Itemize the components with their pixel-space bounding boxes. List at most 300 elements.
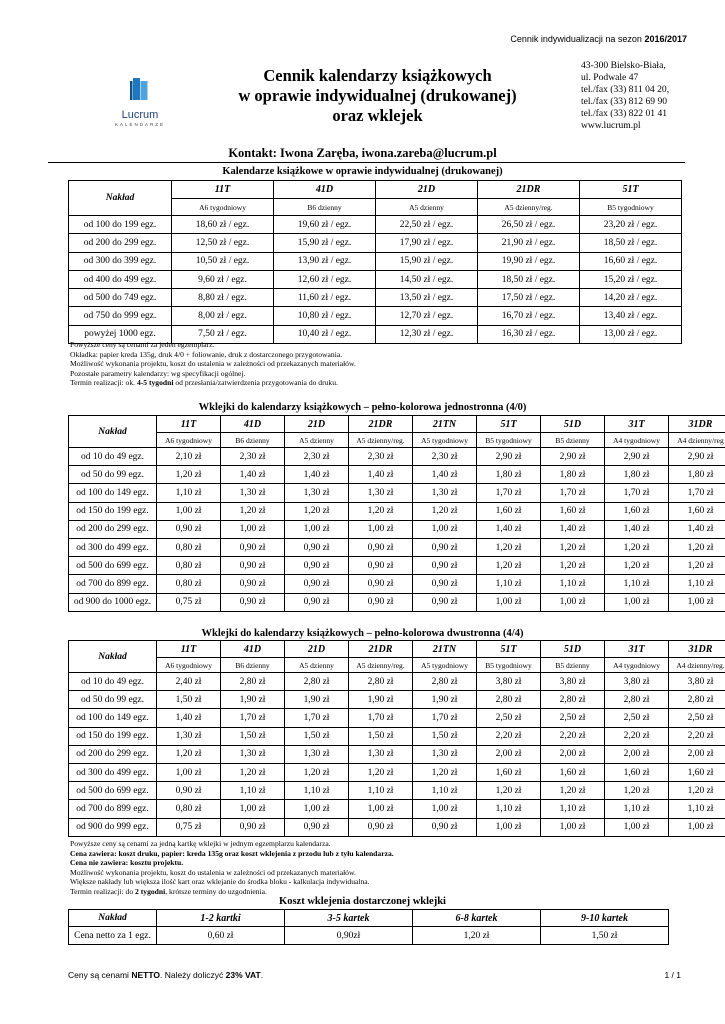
price-cell: 12,60 zł / egz. (274, 270, 376, 288)
price-cell: 1,60 zł (605, 502, 669, 520)
price-cell: 0,90 zł (285, 538, 349, 556)
format-subheader: B5 tygodniowy (580, 199, 682, 216)
price-cell: 2,30 zł (413, 448, 477, 466)
price-table-inserts-double (68, 640, 725, 837)
quantity-range-cell: od 100 do 199 egz. (69, 216, 172, 234)
table3-title: Wklejki do kalendarzy książkowych – pełno-kolorowa dwustronna (4/4) (201, 628, 524, 639)
table-row (69, 216, 682, 234)
footer-vat: 23% VAT (225, 970, 261, 980)
quantity-range-cell: od 50 do 99 egz. (69, 691, 157, 709)
format-subheader: A4 dzienny/reg (669, 433, 725, 448)
price-cell: 1,20 zł (413, 502, 477, 520)
price-cell: 10,50 zł / egz. (172, 252, 274, 270)
table-row (69, 502, 725, 520)
quantity-range-cell: od 500 do 699 egz. (69, 557, 157, 575)
company-address (581, 60, 669, 132)
quantity-range-cell: od 150 do 199 egz. (69, 502, 157, 520)
format-subheader: A5 dzienny/reg. (478, 199, 580, 216)
price-cell: 12,70 zł / egz. (376, 307, 478, 325)
price-cell: 0,90 zł (221, 593, 285, 611)
price-cell: 1,00 zł (221, 520, 285, 538)
price-cell: 1,20 zł (477, 557, 541, 575)
price-cell: 1,90 zł (349, 691, 413, 709)
price-cell: 0,90 zł (285, 818, 349, 836)
price-cell: 2,80 zł (477, 691, 541, 709)
quantity-range-cell: od 500 do 699 egz. (69, 782, 157, 800)
quantity-range-cell: od 500 do 749 egz. (69, 289, 172, 307)
price-cell: 1,20 zł (605, 782, 669, 800)
price-cell: 26,50 zł / egz. (478, 216, 580, 234)
price-cell: 1,20 zł (285, 763, 349, 781)
price-cell: 0,90 zł (285, 593, 349, 611)
quantity-range-cell: od 300 do 499 egz. (69, 538, 157, 556)
table-row (69, 466, 725, 484)
price-cell: 9,60 zł / egz. (172, 270, 274, 288)
table-row (69, 782, 725, 800)
quantity-range-cell: od 50 do 99 egz. (69, 466, 157, 484)
calendar-code-header: 31DR (669, 641, 725, 658)
price-cell: 1,40 zł (669, 520, 725, 538)
table-row (69, 709, 725, 727)
price-cell: 0,75 zł (157, 593, 221, 611)
price-cell: 1,60 zł (477, 502, 541, 520)
price-cell: 1,20 zł (157, 745, 221, 763)
page-title (205, 66, 550, 126)
note-line: Możliwość wykonania projektu, koszt do ustalenia w zależności od przekazanych materiałów. (70, 359, 356, 369)
price-cell: 2,90 zł (605, 448, 669, 466)
note-bold: 2 tygodni (135, 886, 166, 896)
price-cell: 2,20 zł (669, 727, 725, 745)
price-cell: 3,80 zł (477, 673, 541, 691)
table-row (69, 538, 725, 556)
price-cell: 0,90 zł (349, 538, 413, 556)
calendar-code-header: 51T (477, 641, 541, 658)
price-cell: 3,80 zł (605, 673, 669, 691)
address-line: 43-300 Bielsko-Biała, (581, 60, 666, 71)
price-cell: 1,10 zł (349, 782, 413, 800)
price-cell: 1,00 zł (157, 763, 221, 781)
price-cell: 1,20 zł (349, 763, 413, 781)
price-cell: 1,40 zł (221, 466, 285, 484)
calendar-code-header: 31T (605, 416, 669, 433)
calendar-code-header: 31T (605, 641, 669, 658)
season-note (510, 34, 687, 44)
price-cell: 1,80 zł (477, 466, 541, 484)
table4-title: Koszt wklejenia dostarczonej wklejki (279, 896, 446, 907)
price-cell: 2,50 zł (477, 709, 541, 727)
price-cell: 2,20 zł (541, 727, 605, 745)
price-cell: 1,20 zł (541, 782, 605, 800)
format-subheader: A5 dzienny (376, 199, 478, 216)
price-cell: 13,40 zł / egz. (580, 307, 682, 325)
calendar-code-header: 11T (157, 641, 221, 658)
format-subheader: B5 tygodniowy (477, 433, 541, 448)
price-cell: 2,10 zł (157, 448, 221, 466)
price-cell: 0,90 zł (285, 557, 349, 575)
note-text: Termin realizacji: ok. (70, 378, 137, 388)
price-cell: 2,80 zł (541, 691, 605, 709)
logo-text: Lucrum (121, 109, 159, 121)
website-link[interactable]: www.lucrum.pl (581, 120, 641, 131)
note-bold: 4-5 tygodni (136, 378, 174, 388)
table-row (69, 234, 682, 252)
price-cell: 2,80 zł (413, 673, 477, 691)
quantity-range-cell: od 10 do 49 egz. (69, 673, 157, 691)
note-line (70, 378, 356, 388)
calendar-code-header: 31DR (669, 416, 725, 433)
price-table-books (68, 180, 682, 344)
price-cell: 14,50 zł / egz. (376, 270, 478, 288)
price-cell: 19,60 zł / egz. (274, 216, 376, 234)
price-cell: 1,00 zł (349, 520, 413, 538)
quantity-range-cell: od 100 do 149 egz. (69, 484, 157, 502)
footer-text: . Należy doliczyć (159, 970, 226, 980)
price-cell: 8,00 zł / egz. (172, 307, 274, 325)
price-cell: 1,20 zł (477, 538, 541, 556)
format-subheader: B6 dzienny (221, 433, 285, 448)
price-cell: 3,80 zł (541, 673, 605, 691)
price-cell: 1,70 zł (221, 709, 285, 727)
price-cell: 18,50 zł / egz. (478, 270, 580, 288)
price-cell: 0,60 zł (157, 927, 285, 945)
logo-sub: KALENDARZE (114, 122, 165, 127)
price-cell: 13,90 zł / egz. (274, 252, 376, 270)
price-cell: 1,30 zł (349, 484, 413, 502)
table-row (69, 745, 725, 763)
table1-title: Kalendarze książkowe w oprawie indywidualnej (drukowanej) (222, 166, 503, 177)
price-cell: 1,10 zł (413, 782, 477, 800)
price-cell: 1,90 zł (413, 691, 477, 709)
page-number: 1 / 1 (664, 970, 681, 980)
price-cell: 1,00 zł (669, 593, 725, 611)
price-cell: 1,80 zł (605, 466, 669, 484)
quantity-range-cell: od 100 do 149 egz. (69, 709, 157, 727)
footer-text: Ceny są cenami (68, 970, 132, 980)
price-cell: 1,00 zł (285, 800, 349, 818)
note-line: Okładka: papier kreda 135g, druk 4/0 + foliowanie, druk z dostarczonego przygotowania. (70, 349, 343, 359)
calendar-code-header: 51D (541, 416, 605, 433)
price-cell: 1,20 zł (541, 557, 605, 575)
note-line: Większe nakłady lub większa ilość kart oraz wklejanie do środka bloku - kalkulacja indywidualna. (70, 877, 370, 887)
price-cell: 11,60 zł / egz. (274, 289, 376, 307)
price-cell: 0,90 zł (157, 782, 221, 800)
table-row (69, 307, 682, 325)
price-cell: 0,90 zł (413, 593, 477, 611)
calendar-code-header: 41D (274, 181, 376, 199)
address-line: ul. Podwale 47 (581, 72, 639, 83)
format-subheader: A6 tygodniowy (157, 658, 221, 673)
quantity-range-cell: od 750 do 999 egz. (69, 307, 172, 325)
table-row (69, 520, 725, 538)
price-cell: 16,60 zł / egz. (580, 252, 682, 270)
price-cell: 0,80 zł (157, 538, 221, 556)
price-cell: 1,70 zł (349, 709, 413, 727)
price-cell: 1,30 zł (349, 745, 413, 763)
price-cell: 21,90 zł / egz. (478, 234, 580, 252)
format-subheader: A5 dzienny (285, 433, 349, 448)
quantity-range-cell: od 700 do 899 egz. (69, 800, 157, 818)
price-cell: 1,00 zł (349, 800, 413, 818)
quantity-range-cell: od 10 do 49 egz. (69, 448, 157, 466)
price-cell: 1,70 zł (669, 484, 725, 502)
note-text: , krótsze terminy do uzgodnienia. (165, 886, 267, 896)
price-cell: 1,10 zł (541, 575, 605, 593)
header-row (69, 416, 725, 433)
price-cell: 2,90 zł (669, 448, 725, 466)
price-cell: 15,90 zł / egz. (274, 234, 376, 252)
price-cell: 1,20 zł (413, 927, 541, 945)
quantity-range-cell: powyżej 1000 egz. (69, 325, 172, 343)
format-subheader: A4 tygodniowy (605, 433, 669, 448)
price-cell: 0,90 zł (413, 818, 477, 836)
price-cell: 2,20 zł (605, 727, 669, 745)
price-cell: 1,50 zł (349, 727, 413, 745)
calendar-code-header: 41D (221, 641, 285, 658)
price-cell: 10,80 zł / egz. (274, 307, 376, 325)
format-subheader: A5 dzienny/reg. (349, 433, 413, 448)
price-cell: 2,30 zł (285, 448, 349, 466)
table-row (69, 448, 725, 466)
header-row (69, 641, 725, 658)
quantity-range-cell: od 300 do 399 egz. (69, 252, 172, 270)
note-bold: Cena nie zawiera: kosztu projektu. (70, 858, 184, 868)
price-cell: 1,20 zł (157, 466, 221, 484)
table-row (69, 593, 725, 611)
price-cell: 1,00 zł (221, 800, 285, 818)
format-subheader: B6 dzienny (221, 658, 285, 673)
price-cell: 1,90 zł (221, 691, 285, 709)
price-cell: 1,60 zł (669, 502, 725, 520)
price-cell: 16,30 zł / egz. (478, 325, 580, 343)
table-row (69, 289, 682, 307)
price-cell: 1,00 zł (541, 818, 605, 836)
price-cell: 1,20 zł (221, 763, 285, 781)
format-subheader: B6 dzienny (274, 199, 376, 216)
price-cell: 3,80 zł (669, 673, 725, 691)
price-cell: 0,80 zł (157, 557, 221, 575)
price-cell: 1,70 zł (541, 484, 605, 502)
header-divider (48, 162, 685, 163)
price-cell: 1,40 zł (157, 709, 221, 727)
table-row (69, 575, 725, 593)
table-row (69, 484, 725, 502)
price-cell: 1,50 zł (413, 727, 477, 745)
price-cell: 1,60 zł (605, 763, 669, 781)
price-cell: 22,50 zł / egz. (376, 216, 478, 234)
price-cell: 2,00 zł (541, 745, 605, 763)
calendar-code-header: 51T (580, 181, 682, 199)
format-subheader: A5 tygodniowy (413, 658, 477, 673)
naklad-header: Nakład (69, 910, 157, 927)
table-row (69, 557, 725, 575)
calendar-code-header: 21D (285, 641, 349, 658)
price-cell: 0,90 zł (349, 557, 413, 575)
address-line: tel./fax (33) 811 04 20, (581, 84, 670, 95)
price-cell: 1,10 zł (477, 800, 541, 818)
price-cell: 1,00 zł (413, 800, 477, 818)
price-cell: 2,80 zł (221, 673, 285, 691)
price-cell: 0,90 zł (349, 575, 413, 593)
price-cell: 2,00 zł (669, 745, 725, 763)
quantity-range-cell: od 200 do 299 egz. (69, 520, 157, 538)
calendar-code-header: 21TN (413, 641, 477, 658)
price-cell: 1,80 zł (541, 466, 605, 484)
price-cell: 2,40 zł (157, 673, 221, 691)
price-table-inserts-single (68, 415, 725, 612)
table-row (69, 818, 725, 836)
price-cell: 1,90 zł (285, 691, 349, 709)
price-cell: 1,70 zł (477, 484, 541, 502)
price-cell: 1,20 zł (349, 502, 413, 520)
price-cell: 1,20 zł (669, 782, 725, 800)
price-cell: 2,30 zł (349, 448, 413, 466)
price-cell: 1,00 zł (477, 593, 541, 611)
price-cell: 0,90 zł (221, 557, 285, 575)
price-cell: 2,80 zł (669, 691, 725, 709)
calendar-code-header: 21D (285, 416, 349, 433)
season-year: 2016/2017 (644, 34, 687, 44)
calendar-code-header: 41D (221, 416, 285, 433)
price-cell: 1,30 zł (221, 484, 285, 502)
footer-vat-note (68, 970, 263, 980)
price-cell: 23,20 zł / egz. (580, 216, 682, 234)
price-cell: 1,60 zł (669, 763, 725, 781)
calendar-code-header: 11T (157, 416, 221, 433)
price-cell: 0,90 zł (349, 593, 413, 611)
price-cell: 2,50 zł (541, 709, 605, 727)
price-cell: 12,50 zł / egz. (172, 234, 274, 252)
price-cell: 0,90 zł (285, 575, 349, 593)
format-subheader: A5 dzienny/reg. (349, 658, 413, 673)
price-cell: 8,80 zł / egz. (172, 289, 274, 307)
format-subheader: A4 dzienny/reg. (669, 658, 725, 673)
price-cell: 1,20 zł (669, 538, 725, 556)
price-cell: 1,30 zł (413, 745, 477, 763)
table-row (69, 252, 682, 270)
quantity-range-cell: od 200 do 299 egz. (69, 234, 172, 252)
sheet-count-header: 1-2 kartki (157, 910, 285, 927)
price-cell: 1,30 zł (157, 727, 221, 745)
price-cell: 18,60 zł / egz. (172, 216, 274, 234)
price-cell: 1,20 zł (605, 538, 669, 556)
price-cell: 1,00 zł (285, 520, 349, 538)
table-row (69, 800, 725, 818)
price-cell: 1,70 zł (413, 709, 477, 727)
header-row (69, 910, 669, 927)
table-row (69, 673, 725, 691)
price-table-gluing (68, 909, 669, 945)
price-cell: 17,90 zł / egz. (376, 234, 478, 252)
format-subheader: A5 dzienny (285, 658, 349, 673)
sheet-count-header: 9-10 kartek (541, 910, 669, 927)
price-cell: 1,10 zł (605, 800, 669, 818)
naklad-header: Nakład (69, 181, 172, 216)
table-row (69, 927, 669, 945)
price-cell: 1,70 zł (605, 484, 669, 502)
price-cell: 1,00 zł (669, 818, 725, 836)
price-cell: 0,80 zł (157, 575, 221, 593)
note-line: Możliwość wykonania projektu, koszt do ustalenia w zależności od przekazanych materiałów. (70, 867, 356, 877)
price-cell: 1,50 zł (157, 691, 221, 709)
price-cell: 1,40 zł (349, 466, 413, 484)
price-cell: 2,30 zł (221, 448, 285, 466)
price-cell: 1,40 zł (285, 466, 349, 484)
price-cell: 1,20 zł (221, 502, 285, 520)
price-cell: 1,30 zł (413, 484, 477, 502)
quantity-range-cell: od 900 do 999 egz. (69, 818, 157, 836)
format-subheader: A6 tygodniowy (157, 433, 221, 448)
naklad-header: Nakład (69, 416, 157, 448)
note-line: Pozostałe parametry kalendarzy: wg specyfikacji ogólnej. (70, 368, 246, 378)
price-cell: 2,00 zł (605, 745, 669, 763)
format-subheader: B5 dzienny (541, 658, 605, 673)
price-cell: 1,20 zł (413, 763, 477, 781)
title-line: w oprawie indywidualnej (drukowanej) (238, 86, 517, 105)
price-cell: 7,50 zł / egz. (172, 325, 274, 343)
format-subheader: B5 tygodniowy (477, 658, 541, 673)
season-note-prefix: Cennik indywidualizacji na sezon (510, 34, 642, 44)
footer-text: . (260, 970, 264, 980)
quantity-range-cell: od 150 do 199 egz. (69, 727, 157, 745)
calendar-code-header: 21D (376, 181, 478, 199)
price-cell: 0,90 zł (221, 575, 285, 593)
price-cell: 1,60 zł (477, 763, 541, 781)
table-row (69, 270, 682, 288)
note-line: Powyższe ceny są cenami za jeden egzemplarz. (70, 340, 215, 349)
subheader-row (69, 658, 725, 673)
address-line: tel./fax (33) 822 01 41 (581, 108, 668, 119)
table3-notes (70, 839, 394, 897)
price-cell: 0,80 zł (157, 800, 221, 818)
address-line: tel./fax (33) 812 69 90 (581, 96, 668, 107)
price-cell: 1,20 zł (605, 557, 669, 575)
calendar-code-header: 21DR (349, 416, 413, 433)
price-cell: 2,90 zł (477, 448, 541, 466)
price-cell: 13,00 zł / egz. (580, 325, 682, 343)
price-cell: 1,10 zł (157, 484, 221, 502)
calendar-code-header: 51T (477, 416, 541, 433)
price-cell: 1,20 zł (541, 538, 605, 556)
price-cell: 1,70 zł (285, 709, 349, 727)
table-row (69, 691, 725, 709)
price-cell: 1,50 zł (285, 727, 349, 745)
price-cell: 1,00 zł (157, 502, 221, 520)
format-subheader: A5 tygodniowy (413, 433, 477, 448)
table1-notes (70, 340, 356, 388)
price-cell: 19,90 zł / egz. (478, 252, 580, 270)
format-subheader: B5 dzienny (541, 433, 605, 448)
price-cell: 0,90 zł (221, 818, 285, 836)
note-bold: Cena zawiera: koszt druku, papier: kreda 135g oraz koszt wklejenia z przodu lub z tyłu kalendarza. (70, 848, 394, 858)
book-logo-icon (127, 76, 153, 102)
logo (105, 76, 175, 127)
table-row (69, 727, 725, 745)
quantity-range-cell: od 300 do 499 egz. (69, 763, 157, 781)
price-cell: 0,90 zł (157, 520, 221, 538)
calendar-code-header: 51D (541, 641, 605, 658)
price-cell: 17,50 zł / egz. (478, 289, 580, 307)
format-subheader: A4 tygodniowy (605, 658, 669, 673)
subheader-row (69, 433, 725, 448)
calendar-code-header: 21DR (478, 181, 580, 199)
naklad-header: Nakład (69, 641, 157, 673)
calendar-code-header: 21DR (349, 641, 413, 658)
footer-netto: NETTO (131, 970, 160, 980)
price-cell: 2,00 zł (477, 745, 541, 763)
price-cell: 1,40 zł (477, 520, 541, 538)
calendar-code-header: 11T (172, 181, 274, 199)
price-cell: 2,20 zł (477, 727, 541, 745)
